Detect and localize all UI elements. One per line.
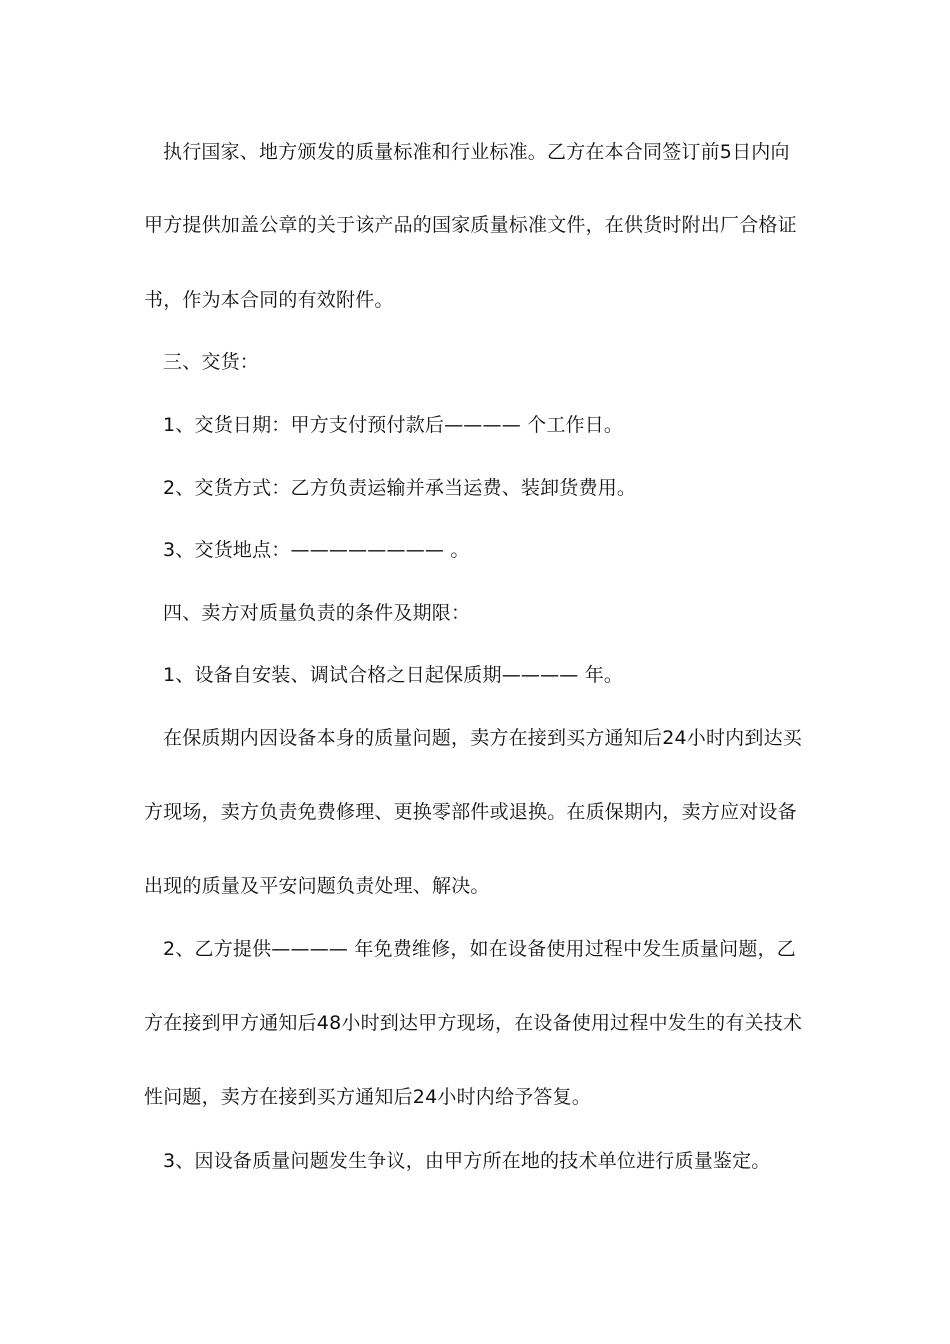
list-item: 2、乙方提供———— 年免费维修，如在设备使用过程中发生质量问题，乙	[163, 938, 796, 960]
list-item: 3、交货地点：———————— 。	[163, 539, 470, 561]
paragraph-line: 方现场，卖方负责免费修理、更换零部件或退换。在质保期内，卖方应对设备	[144, 801, 797, 823]
section-heading: 四、卖方对质量负责的条件及期限：	[163, 602, 471, 624]
paragraph-line: 在保质期内因设备本身的质量问题，卖方在接到买方通知后24小时内到达买	[163, 727, 802, 749]
list-item: 2、交货方式：乙方负责运输并承当运费、装卸货费用。	[163, 477, 637, 499]
list-item: 1、设备自安装、调试合格之日起保质期———— 年。	[163, 664, 624, 686]
list-item: 3、因设备质量问题发生争议，由甲方所在地的技术单位进行质量鉴定。	[163, 1150, 771, 1172]
paragraph-line: 出现的质量及平安问题负责处理、解决。	[144, 875, 490, 897]
paragraph-line: 执行国家、地方颁发的质量标准和行业标准。乙方在本合同签订前5日内向	[163, 141, 790, 163]
section-heading: 三、交货：	[163, 351, 260, 373]
paragraph-line: 甲方提供加盖公章的关于该产品的国家质量标准文件，在供货时附出厂合格证	[144, 214, 797, 236]
paragraph-line: 性问题，卖方在接到买方通知后24小时内给予答复。	[144, 1086, 591, 1108]
list-item: 1、交货日期：甲方支付预付款后———— 个工作日。	[163, 414, 624, 436]
paragraph-line: 方在接到甲方通知后48小时到达甲方现场，在设备使用过程中发生的有关技术	[144, 1012, 803, 1034]
paragraph-line: 书，作为本合同的有效附件。	[144, 289, 394, 311]
